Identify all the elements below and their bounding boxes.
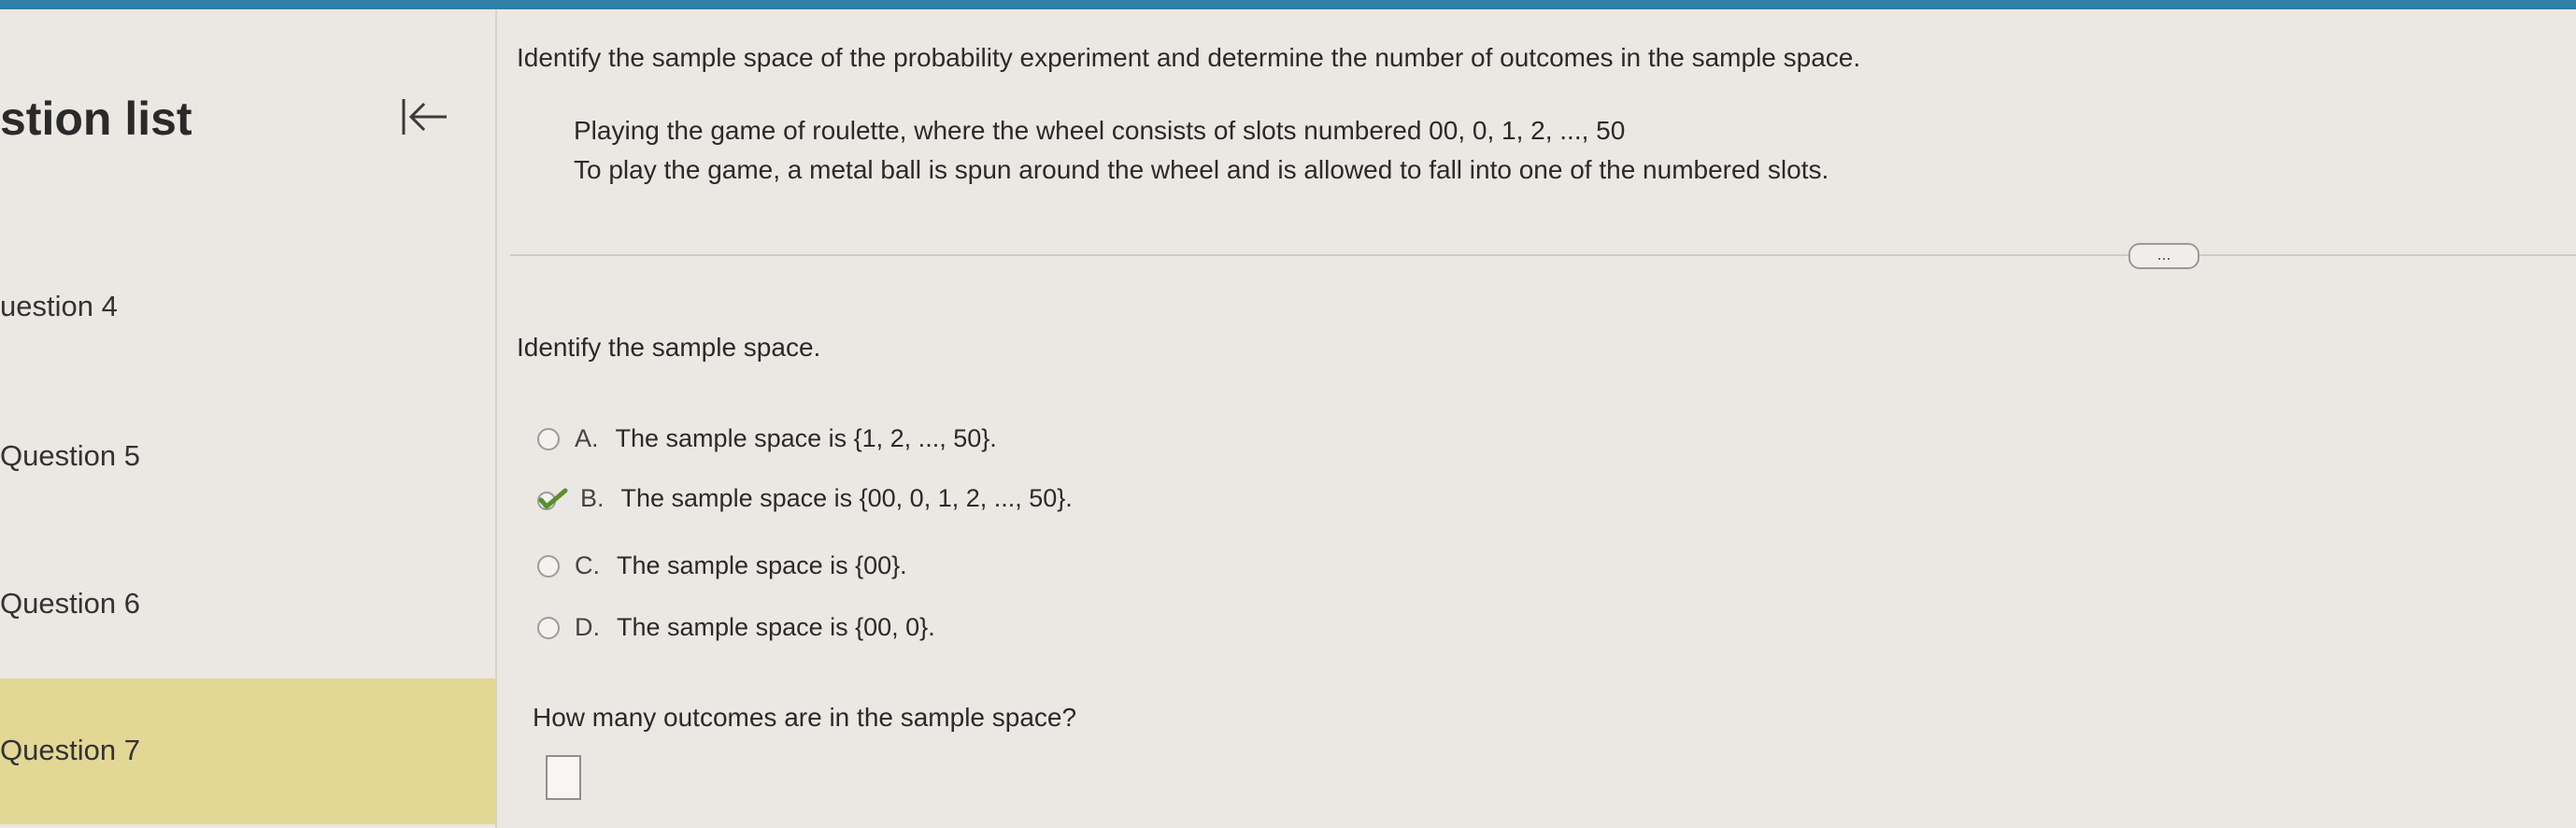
problem-statement-line-1: Playing the game of roulette, where the wheel consists of slots numbered 00, 0, 1, 2, ..., 50 bbox=[574, 116, 1626, 145]
option-c[interactable] bbox=[537, 551, 907, 580]
option-letter: C. bbox=[575, 551, 600, 579]
option-b[interactable] bbox=[537, 484, 1073, 513]
top-bar bbox=[0, 0, 2576, 9]
radio-button[interactable] bbox=[537, 617, 560, 639]
option-letter: B. bbox=[580, 484, 605, 512]
option-letter: A. bbox=[575, 424, 599, 452]
outcomes-question: How many outcomes are in the sample space? bbox=[533, 703, 1077, 732]
option-text: The sample space is {00, 0, 1, 2, ..., 50}. bbox=[620, 484, 1073, 512]
option-a[interactable] bbox=[537, 424, 997, 453]
checkmark-icon bbox=[537, 488, 571, 510]
more-options-button[interactable]: ... bbox=[2128, 243, 2199, 269]
radio-button[interactable] bbox=[537, 428, 560, 450]
sidebar-item-question-6[interactable]: Question 6 bbox=[0, 587, 140, 620]
problem-statement-line-2: To play the game, a metal ball is spun around the wheel and is allowed to fall into one of the numbered slots. bbox=[574, 155, 1829, 184]
option-text: The sample space is {00, 0}. bbox=[617, 613, 935, 641]
sidebar-item-question-5[interactable]: Question 5 bbox=[0, 439, 140, 472]
option-text: The sample space is {00}. bbox=[617, 551, 907, 579]
option-letter: D. bbox=[575, 613, 600, 641]
collapse-left-icon[interactable] bbox=[400, 95, 448, 138]
answer-input[interactable] bbox=[546, 755, 581, 800]
option-d[interactable] bbox=[537, 613, 935, 642]
option-text: The sample space is {1, 2, ..., 50}. bbox=[615, 424, 997, 452]
radio-button[interactable] bbox=[537, 555, 560, 578]
question-prompt: Identify the sample space of the probability experiment and determine the number of outcomes in the sample space. bbox=[517, 43, 1861, 72]
sidebar-item-question-4[interactable]: uestion 4 bbox=[0, 290, 118, 322]
sidebar-item-question-7[interactable]: Question 7 bbox=[0, 734, 140, 766]
section-divider bbox=[510, 254, 2576, 256]
question-list-sidebar bbox=[0, 9, 497, 828]
sub-question-label: Identify the sample space. bbox=[517, 333, 821, 362]
question-list-title: stion list bbox=[0, 93, 192, 145]
